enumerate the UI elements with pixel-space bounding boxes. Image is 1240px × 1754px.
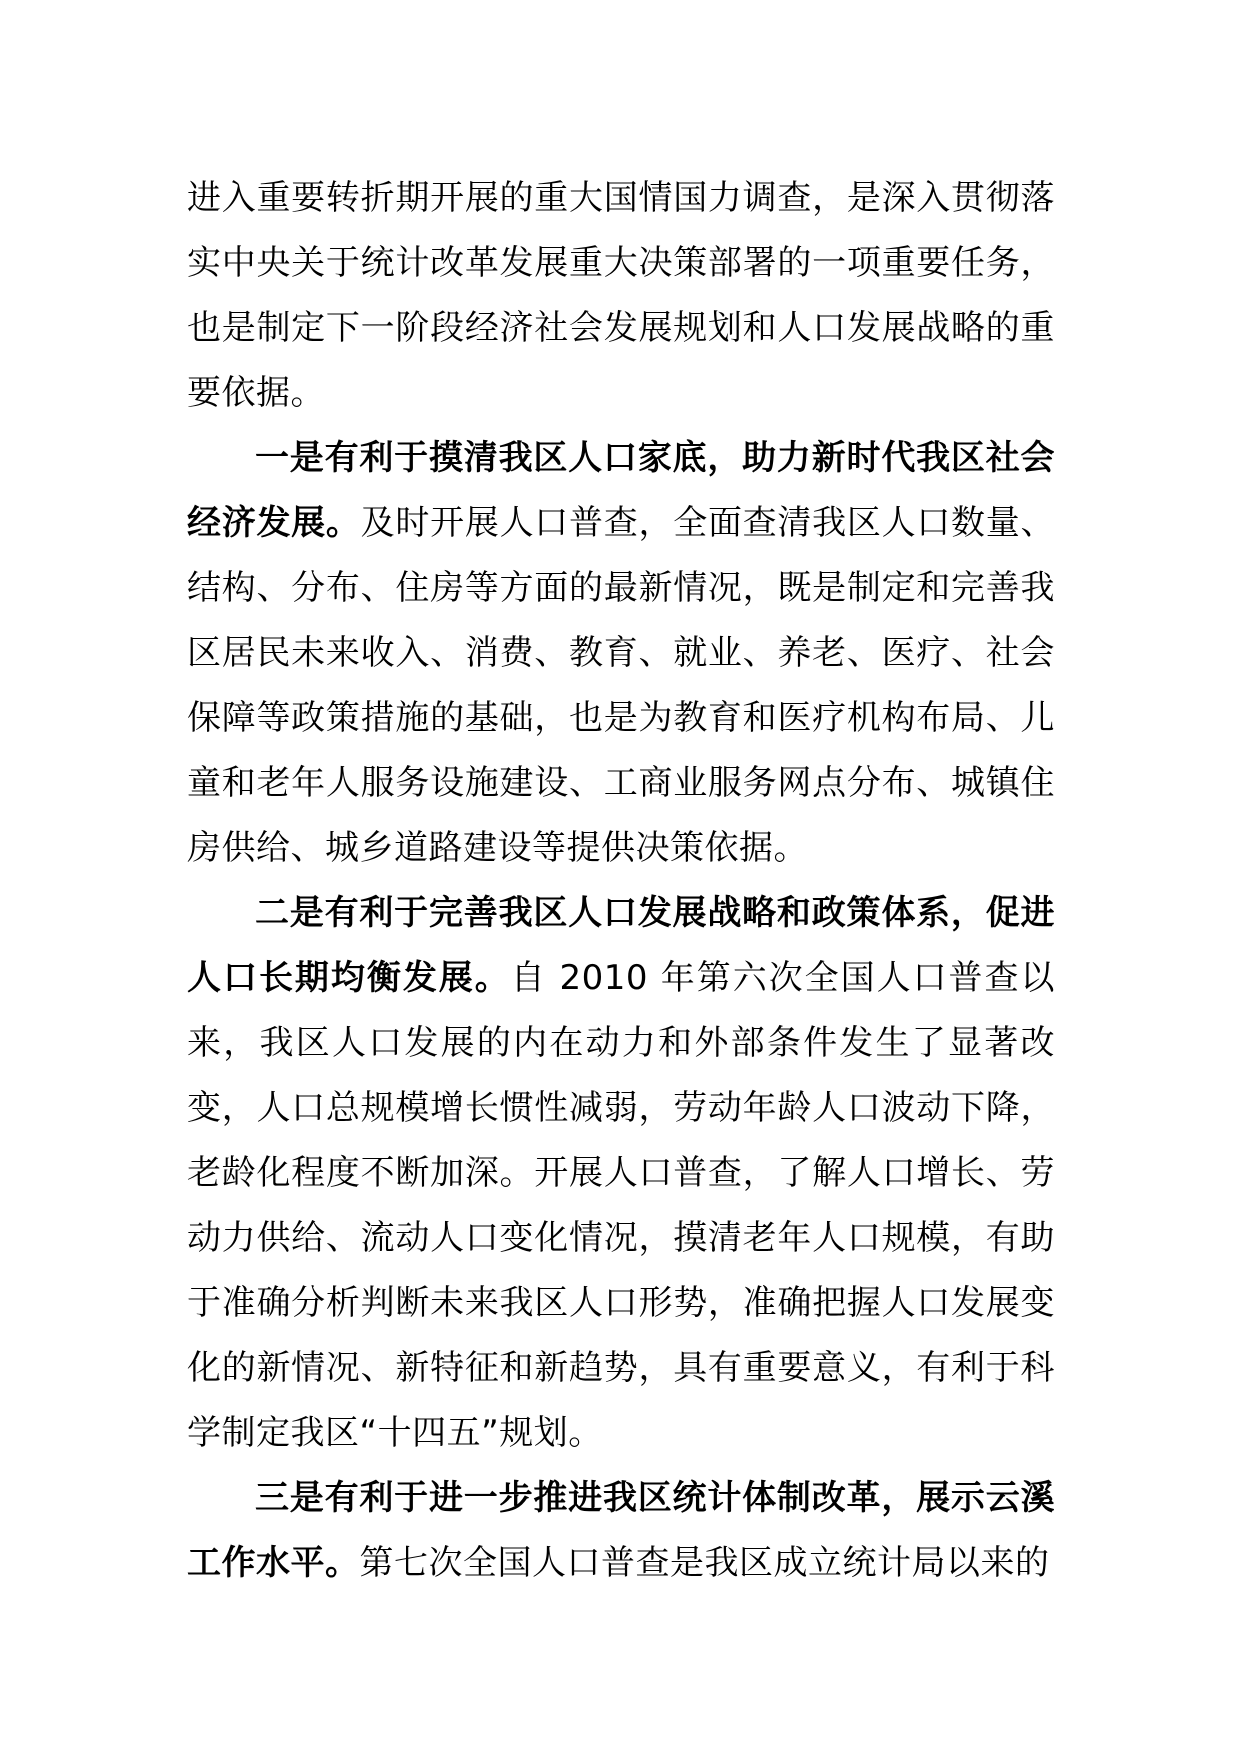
paragraph-point-one xyxy=(187,426,1055,881)
paragraph-text: 进入重要转折期开展的重大国情国力调查，是深入贯彻落实中央关于统计改革发展重大决策部署的一项重要任务，也是制定下一阶段经济社会发展规划和人口发展战略的重要依据。 xyxy=(187,178,1055,413)
paragraph-text: 及时开展人口普查，全面查清我区人口数量、结构、分布、住房等方面的最新情况，既是制定和完善我区居民未来收入、消费、教育、就业、养老、医疗、社会保障等政策措施的基础，也是为教育和医疗机构布局、儿童和老年人服务设施建设、工商业服务网点分布、城镇住房供给、城乡道路建设等提供决策依据。 xyxy=(187,503,1056,868)
paragraph-point-two xyxy=(187,881,1055,1466)
point-two-heading: 二是有利于完善我区人口发展战略和政策体系，促进人口长期均衡发展。 xyxy=(187,893,1055,998)
document-body xyxy=(187,166,1055,1596)
paragraph-point-three xyxy=(187,1466,1055,1596)
point-three-heading: 三是有利于进一步推进我区统计体制改革，展示云溪工作水平。 xyxy=(187,1478,1055,1583)
paragraph-text: 自 2010 年第六次全国人口普查以来，我区人口发展的内在动力和外部条件发生了显著改变，人口总规模增长惯性减弱，劳动年龄人口波动下降，老龄化程度不断加深。开展人口普查，了解人口增长、劳动力供给、流动人口变化情况，摸清老年人口规模，有助于准确分析判断未来我区人口形势，准确把握人口发展变化的新情况、新特征和新趋势，具有重要意义，有利于科学制定我区“十四五”规划。 xyxy=(187,958,1055,1453)
paragraph-text: 第七次全国人口普查是我区成立统计局以来的 xyxy=(359,1543,1050,1583)
point-one-heading: 一是有利于摸清我区人口家底，助力新时代我区社会经济发展。 xyxy=(187,438,1055,543)
paragraph-continuation xyxy=(187,166,1055,426)
